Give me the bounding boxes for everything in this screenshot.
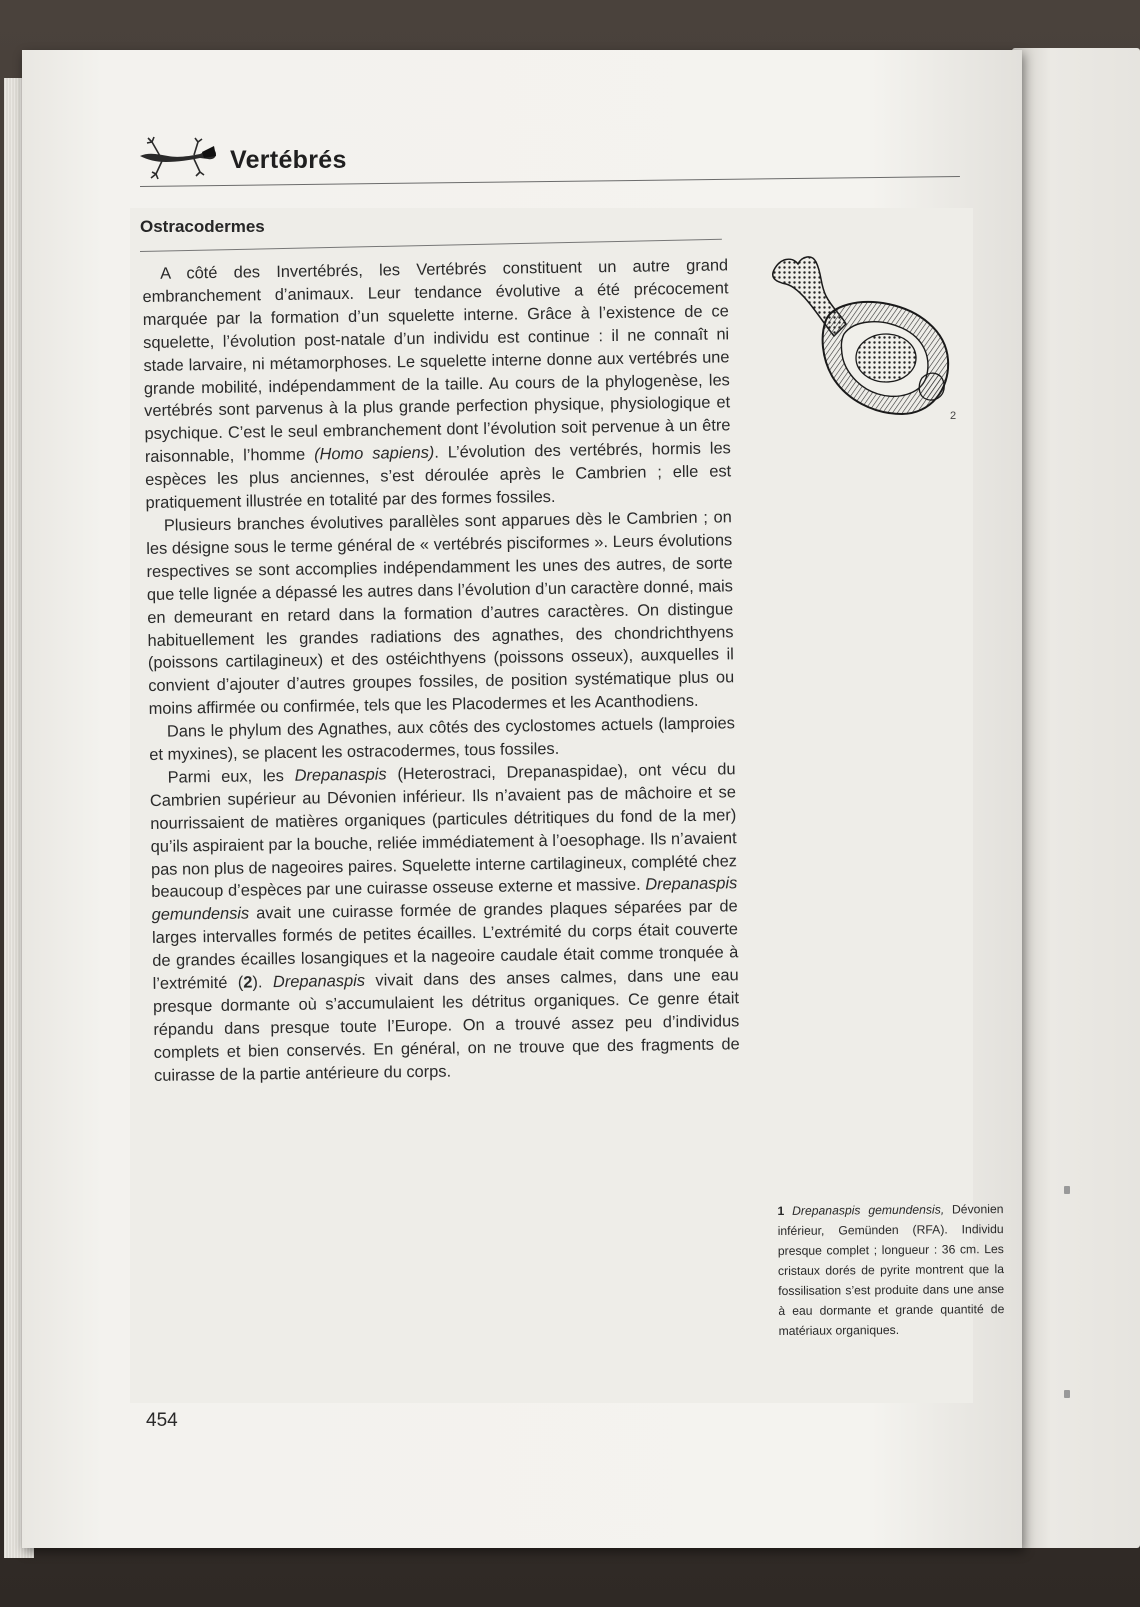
fossil-drepanaspis-illustration (762, 250, 952, 420)
subsection-title: Ostracodermes (140, 217, 265, 236)
paragraph (142, 254, 732, 515)
page-number: 454 (146, 1410, 178, 1431)
caption-species: Drepanaspis gemundensis, (792, 1202, 945, 1218)
paragraph (146, 506, 735, 721)
text-run: A côté des Invertébrés, les Vertébrés constituent un autre grand embranchement d’animaux. Leur tendance évolutive a été précocement marquée par la formation d’un squelette interne. Grâce à l’existence de ce squelette, l’évolution post-natale d’un individu est continue : il ne connaît ni stade larvaire, ni métamorphoses. Le squelette interne donne aux vertébrés une grande mobilité, indépendamment de la taille. Au cours de la phylogenèse, les vertébrés sont parvenus à la plus grande perfection physique, physiologique et psychique. C’est le seul embranchement dont l’évolution soit pervenue à un être raisonnable, l’homme (142, 256, 731, 467)
italic-term: Drepanaspis (294, 765, 387, 785)
binding-thread (1064, 1390, 1070, 1398)
text-run: vivait dans des anses calmes, dans une eau presque dormante où s’accumulaient les détritus organiques. Ce genre était répandu dans presque toute l’Europe. On a trouvé assez peu d’individus complets et bien conservés. En général, on ne trouve que des fragments de cuirasse de la partie antérieure du corps. (152, 966, 740, 1085)
text-run: avait une cuirasse formée de grandes plaques séparées par de larges intervalles formés de petites écailles. L’extrémité du corps était couverte de grandes écailles losangiques et la nageoire caudale était comme tronquée à l’extrémité ( (151, 897, 739, 994)
caption-number: 1 (777, 1203, 785, 1218)
italic-term: Drepanaspis gemundensis (151, 874, 738, 925)
figure-reference: 2 (243, 973, 253, 992)
text-run: . L’évolution des vertébrés, hormis les espèces les plus anciennes, s’est déroulée après le Cambrien ; elle est pratiquement illustrée en totalité par des formes fossiles. (145, 439, 732, 513)
section-title: Vertébrés (230, 146, 347, 174)
text-run: Parmi eux, les (167, 766, 295, 787)
facing-page (1012, 48, 1140, 1548)
binding-thread (1064, 1186, 1070, 1194)
text-run: Dans le phylum des Agnathes, aux côtés des cyclostomes actuels (lamproies et myxines), se placent les ostracodermes, tous fossiles. (149, 714, 736, 764)
caption-text: Dévonien inférieur, Gemünden (RFA). Individu presque complet ; longueur : 36 cm. Les cristaux dorés de pyrite montrent que la fossilisation s’est produite dans une anse à eau dormante et grande quantité de matériaux organiques. (777, 1202, 1005, 1338)
figure-caption (777, 1199, 1004, 1341)
italic-term: (Homo sapiens) (314, 443, 435, 464)
italic-term: Drepanaspis (272, 971, 366, 992)
body-text (142, 254, 740, 1087)
figure-number: 2 (950, 410, 957, 422)
text-run: (Heterostraci, Drepanaspidae), ont vécu du Cambrien supérieur au Dévonien inférieur. Ils n’avaient pas de mâchoire et se nourrissaient de matières organiques (particules détritiques du fond de la mer) qu’ils aspiraient par la bouche, reliée immédiatement à l’oesophage. Ils n’avaient pas non plus de nageoires paires. Squelette interne cartilagineux, complété chez beaucoup d’espèces par une cuirasse osseuse externe et massive. (149, 760, 738, 902)
paragraph (149, 758, 740, 1087)
text-run: ). (252, 973, 274, 992)
text-run: Plusieurs branches évolutives parallèles sont apparues dès le Cambrien ; on les désigne sous le terme général de « vertébrés pisciformes ». Leurs évolutions respectives se sont accomplies indépendamment les unes des autres, de sorte que telle lignée a dépassé les autres dans l’évolution d’un caractère donné, mais en demeurant en retard dans la formation d’autres caractères. On distingue habituellement les grandes radiations des agnathes, des chondrichthyens (poissons cartilagineux) et des ostéichthyens (poissons osseux), auxquelles il convient d’ajouter d’autres groupes fossiles, de position systématique plus ou moins affirmée ou confirmée, tels que les Placodermes et les Acanthodiens. (146, 508, 735, 719)
lizard-icon (138, 134, 220, 182)
